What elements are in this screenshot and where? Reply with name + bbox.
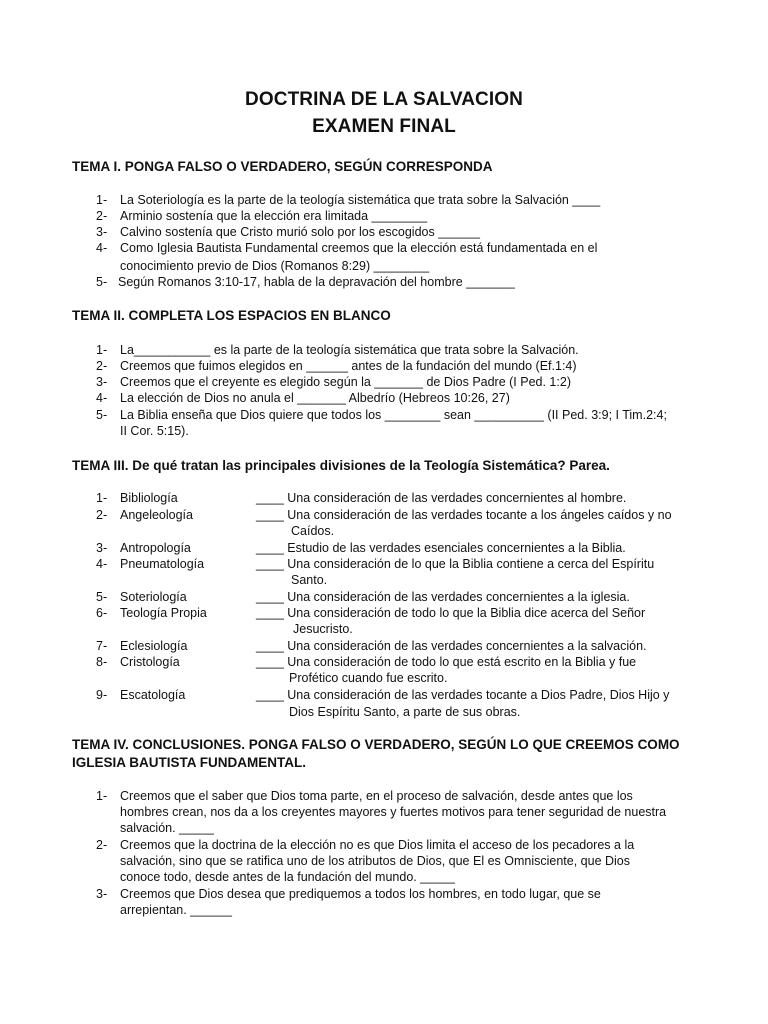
question-text: La Biblia enseña que Dios quiere que todos los ________ sean __________ (II Ped. 3:9; I Tim.2:4; [120, 408, 667, 422]
question-text: La___________ es la parte de la teología sistemática que trata sobre la Salvación. [120, 343, 579, 357]
question-text-continued: conoce todo, desde antes de la fundación del mundo. _____ [120, 870, 455, 884]
matching-description: ____ Una consideración de todo lo que está escrito en la Biblia y fue [256, 655, 637, 669]
matching-term: Eclesiología [120, 639, 188, 653]
matching-description-continued: Profético cuando fue escrito. [289, 671, 448, 685]
item-number: 8- [96, 655, 108, 669]
matching-description: ____ Una consideración de las verdades tocante a los ángeles caídos y no [256, 508, 672, 522]
matching-term: Escatología [120, 688, 186, 702]
item-number: 5- [96, 408, 108, 422]
item-number: 1- [96, 343, 108, 357]
matching-description: ____ Una consideración de lo que la Biblia contiene a cerca del Espíritu [256, 557, 655, 571]
matching-term: Angeleología [120, 508, 193, 522]
section-heading-tema-4: TEMA IV. CONCLUSIONES. PONGA FALSO O VERDADERO, SEGÚN LO QUE CREEMOS COMO [72, 737, 680, 752]
item-number: 5- [96, 590, 108, 604]
matching-description-continued: Jesucristo. [293, 622, 353, 636]
section-heading-tema-3: TEMA III. De qué tratan las principales divisiones de la Teología Sistemática? Parea. [72, 458, 610, 473]
document-subtitle: EXAMEN FINAL [312, 116, 456, 137]
item-number: 2- [96, 508, 108, 522]
matching-description: ____ Una consideración de las verdades concernientes a la iglesia. [256, 590, 630, 604]
question-text-continued: arrepientan. ______ [120, 903, 232, 917]
matching-description: ____ Una consideración de las verdades concernientes al hombre. [256, 491, 627, 505]
question-text-continued: salvación. _____ [120, 821, 214, 835]
item-number: 9- [96, 688, 108, 702]
item-number: 3- [96, 887, 108, 901]
item-number: 1- [96, 789, 108, 803]
matching-term: Teología Propia [120, 606, 207, 620]
matching-description: ____ Estudio de las verdades esenciales concernientes a la Biblia. [256, 541, 626, 555]
matching-term: Cristología [120, 655, 180, 669]
matching-description: ____ Una consideración de las verdades tocante a Dios Padre, Dios Hijo y [256, 688, 670, 702]
question-text: Según Romanos 3:10-17, habla de la depravación del hombre _______ [118, 275, 515, 289]
item-number: 2- [96, 359, 108, 373]
item-number: 4- [96, 241, 108, 255]
item-number: 5- [96, 275, 108, 289]
matching-description-continued: Santo. [291, 573, 328, 587]
question-text: La Soteriología es la parte de la teología sistemática que trata sobre la Salvación ____ [120, 193, 601, 207]
question-text: Calvino sostenía que Cristo murió solo por los escogidos ______ [120, 225, 480, 239]
matching-term: Antropología [120, 541, 191, 555]
matching-term: Pneumatología [120, 557, 205, 571]
item-number: 4- [96, 557, 108, 571]
item-number: 3- [96, 225, 108, 239]
question-text: Creemos que Dios desea que prediquemos a todos los hombres, en todo lugar, que se [120, 887, 601, 901]
question-text: Como Iglesia Bautista Fundamental creemos que la elección está fundamentada en el [120, 241, 598, 255]
matching-description-continued: Dios Espíritu Santo, a parte de sus obras. [289, 705, 521, 719]
question-text: La elección de Dios no anula el _______ Albedrío (Hebreos 10:26, 27) [120, 391, 510, 405]
item-number: 2- [96, 209, 108, 223]
question-text: Creemos que el creyente es elegido según la _______ de Dios Padre (I Ped. 1:2) [120, 375, 571, 389]
matching-term: Bibliología [120, 491, 178, 505]
item-number: 3- [96, 375, 108, 389]
item-number: 6- [96, 606, 108, 620]
document-title: DOCTRINA DE LA SALVACION [245, 89, 523, 110]
question-text-continued: hombres crean, nos da a los creyentes mayores y fuertes motivos para tener seguridad de nuestra [120, 805, 667, 819]
item-number: 7- [96, 639, 108, 653]
section-heading-tema-1: TEMA I. PONGA FALSO O VERDADERO, SEGÚN CORRESPONDA [72, 159, 493, 174]
question-text-continued: II Cor. 5:15). [120, 424, 189, 438]
item-number: 1- [96, 491, 108, 505]
section-heading-tema-2: TEMA II. COMPLETA LOS ESPACIOS EN BLANCO [72, 308, 391, 323]
item-number: 2- [96, 838, 108, 852]
question-text: Creemos que el saber que Dios toma parte, en el proceso de salvación, desde antes que los [120, 789, 633, 803]
item-number: 1- [96, 193, 108, 207]
matching-description: ____ Una consideración de todo lo que la Biblia dice acerca del Señor [256, 606, 646, 620]
matching-term: Soteriología [120, 590, 187, 604]
matching-description-continued: Caídos. [291, 524, 335, 538]
question-text: Creemos que fuimos elegidos en ______ antes de la fundación del mundo (Ef.1:4) [120, 359, 577, 373]
question-text: Creemos que la doctrina de la elección no es que Dios limita el acceso de los pecadores a la [120, 838, 635, 852]
question-text-continued: conocimiento previo de Dios (Romanos 8:29) ________ [120, 259, 430, 273]
section-heading-tema-4-continued: IGLESIA BAUTISTA FUNDAMENTAL. [72, 755, 306, 770]
item-number: 4- [96, 391, 108, 405]
item-number: 3- [96, 541, 108, 555]
question-text-continued: salvación, sino que se ratifica uno de los atributos de Dios, que El es Omnisciente, que Dios [120, 854, 630, 868]
matching-description: ____ Una consideración de las verdades concernientes a la salvación. [256, 639, 647, 653]
question-text: Arminio sostenía que la elección era limitada ________ [120, 209, 428, 223]
